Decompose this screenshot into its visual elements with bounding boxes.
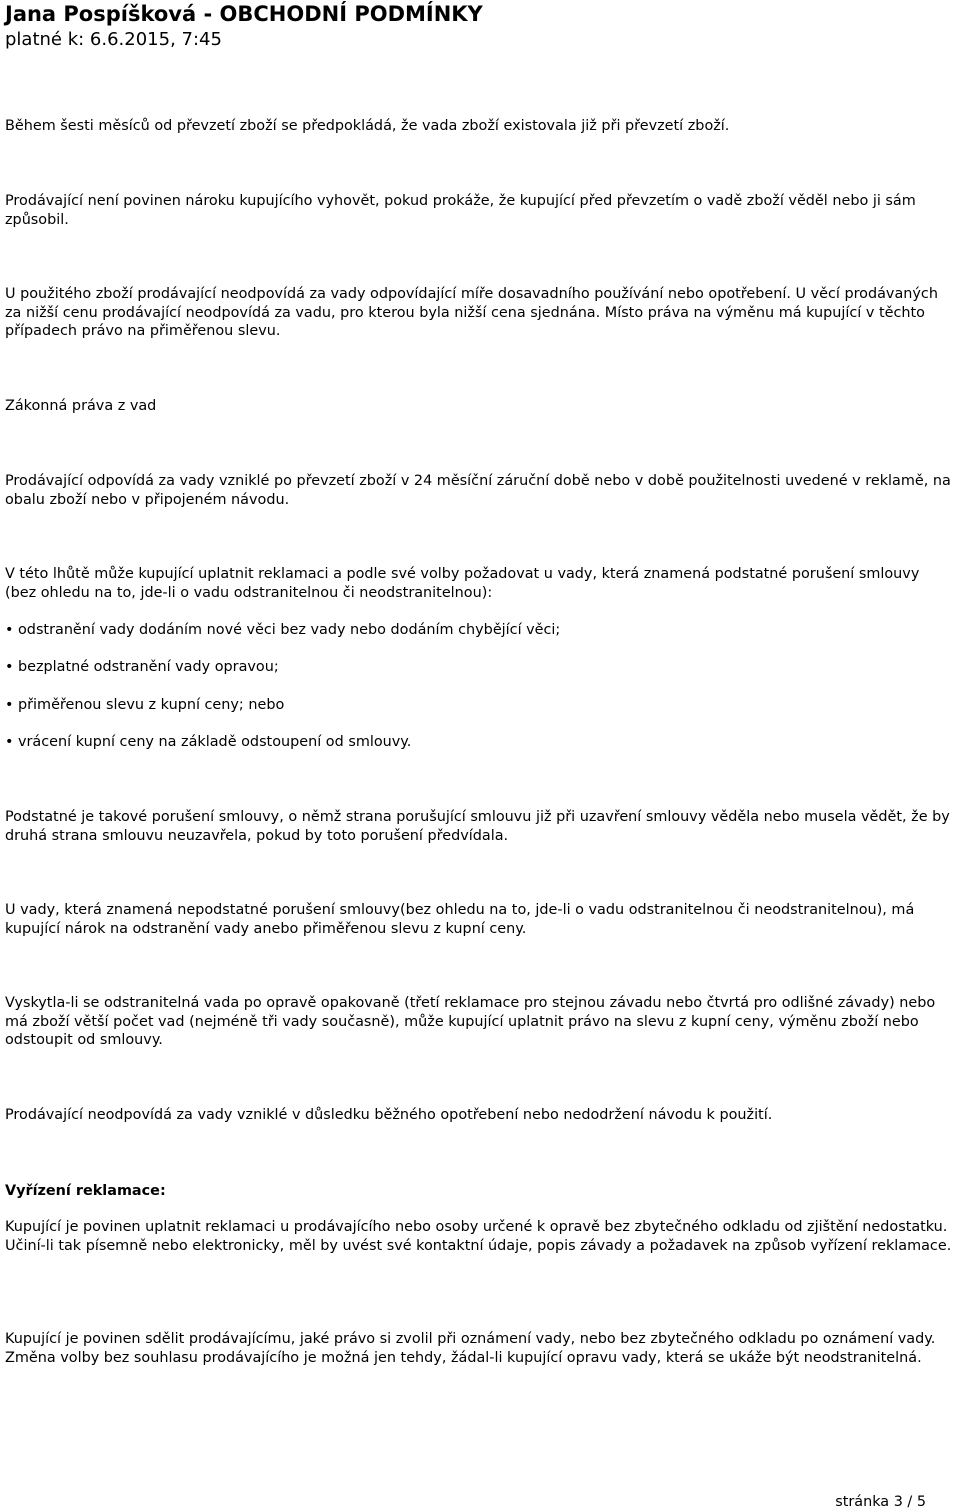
paragraph-wear-exclusion: Prodávající neodpovídá za vady vzniklé v důsledku běžného opotřebení nebo nedodržení návodu k použití. — [5, 1107, 773, 1123]
list-item-text: odstranění vady dodáním nové věci bez vady nebo dodáním chybějící věci; — [18, 622, 561, 638]
page-number: stránka 3 / 5 — [835, 1494, 926, 1510]
bullet-icon: • — [5, 734, 14, 750]
list-item — [5, 733, 955, 752]
paragraph-material-breach: Podstatné je takové porušení smlouvy, o němž strana porušující smlouvu již při uzavření smlouvy věděla nebo musela vědět, že by druhá strana smlouvu neuzavřela, pokud by toto porušení předvídala. — [5, 809, 950, 844]
paragraph-claim-options: V této lhůtě může kupující uplatnit reklamaci a podle své volby požadovat u vady, která znamená podstatné porušení smlouvy (bez ohledu na to, jde-li o vadu odstranitelnou či neodstranitelnou): — [5, 566, 920, 601]
list-item — [5, 696, 955, 715]
paragraph-seller-not-obliged: Prodávající není povinen nároku kupujícího vyhovět, pokud prokáže, že kupující před převzetím o vadě zboží věděl nebo ji sám způsobil. — [5, 193, 916, 228]
paragraph-repeated-defect: Vyskytla-li se odstranitelná vada po opravě opakovaně (třetí reklamace pro stejnou závadu nebo čtvrtá pro odlišné závady) nebo má zboží větší počet vad (nejméně tři vady současně), může kupující uplatnit právo na slevu z kupní ceny, výměnu zboží nebo odstoupit od smlouvy. — [5, 995, 936, 1048]
section-heading-claims: Vyřízení reklamace: — [5, 1183, 166, 1199]
paragraph-claim-submission: Kupující je povinen uplatnit reklamaci u prodávajícího nebo osoby určené k opravě bez zbytečného odkladu od zjištění nedostatku. Učiní-li tak písemně nebo elektronicky, měl by uvést své kontaktní údaje, popis závady a požadavek na způsob vyřízení reklamace. — [5, 1219, 952, 1254]
paragraph-warranty-period: Prodávající odpovídá za vady vzniklé po převzetí zboží v 24 měsíční záruční době nebo v době použitelnosti uvedené v reklamě, na obalu zboží nebo v připojeném návodu. — [5, 473, 951, 508]
list-item-text: přiměřenou slevu z kupní ceny; nebo — [18, 697, 285, 713]
list-item-text: vrácení kupní ceny na základě odstoupení od smlouvy. — [18, 734, 412, 750]
list-item-text: bezplatné odstranění vady opravou; — [18, 659, 279, 675]
document-title: Jana Pospíšková - OBCHODNÍ PODMÍNKY — [5, 2, 483, 26]
list-item — [5, 658, 955, 677]
paragraph-used-goods: U použitého zboží prodávající neodpovídá za vady odpovídající míře dosavadního používání nebo opotřebení. U věcí prodávaných za nižší cenu prodávající neodpovídá za vadu, pro kterou byla nižší cena sjednána. Místo práva na výměnu má kupující v těchto případech právo na přiměřenou slevu. — [5, 286, 938, 339]
bullet-icon: • — [5, 659, 14, 675]
section-title-legal-rights: Zákonná práva z vad — [5, 398, 157, 414]
bullet-icon: • — [5, 622, 14, 638]
paragraph-chosen-right: Kupující je povinen sdělit prodávajícímu, jaké právo si zvolil při oznámení vady, nebo bez zbytečného odkladu po oznámení vady. Změna volby bez souhlasu prodávajícího je možná jen tehdy, žádal-li kupující opravu vady, která se ukáže být neodstranitelná. — [5, 1331, 936, 1366]
document-header — [5, 2, 483, 52]
paragraph-minor-breach: U vady, která znamená nepodstatné porušení smlouvy(bez ohledu na to, jde-li o vadu odstranitelnou či neodstranitelnou), má kupující nárok na odstranění vady anebo přiměřenou slevu z kupní ceny. — [5, 902, 915, 937]
list-item — [5, 621, 955, 640]
paragraph-defect-presumption: Během šesti měsíců od převzetí zboží se předpokládá, že vada zboží existovala již při převzetí zboží. — [5, 118, 730, 134]
bullet-icon: • — [5, 697, 14, 713]
valid-from-date: platné k: 6.6.2015, 7:45 — [5, 29, 222, 50]
